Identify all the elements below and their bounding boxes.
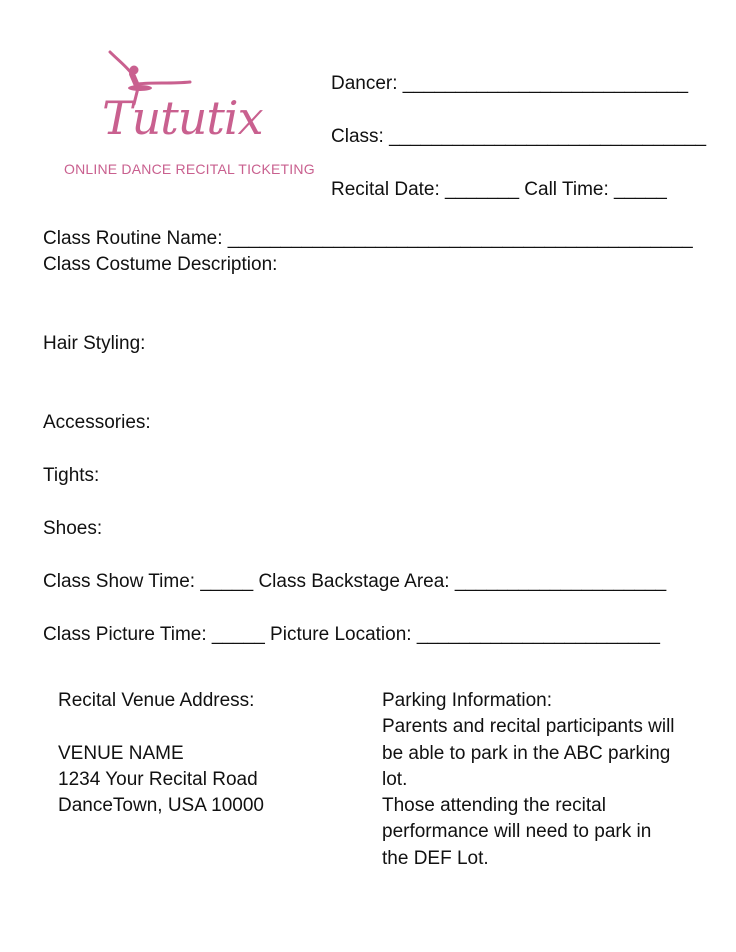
parking-line: the DEF Lot. [382, 847, 489, 869]
parking-info-block [382, 688, 675, 872]
venue-heading: Recital Venue Address: [58, 690, 255, 711]
costume-description-label: Class Costume Description: [43, 254, 278, 275]
hair-styling-label: Hair Styling: [43, 333, 146, 354]
picture-time-location-field[interactable]: Class Picture Time: _____ Picture Location: _______________________ [43, 624, 660, 645]
recital-date-call-time-field[interactable]: Recital Date: _______ Call Time: _____ [331, 179, 667, 200]
class-field[interactable]: Class: ______________________________ [331, 126, 707, 147]
parking-line: Those attending the recital [382, 795, 606, 817]
parking-line: lot. [382, 768, 408, 790]
brand-logo [60, 48, 320, 183]
routine-name-field[interactable]: Class Routine Name: ____________________________________________ [43, 228, 693, 249]
logo-wordmark: Tututix [102, 91, 263, 145]
tights-label: Tights: [43, 465, 100, 486]
parking-line: Parents and recital participants will [382, 716, 675, 738]
venue-address-block [58, 688, 264, 819]
parking-line: performance will need to park in [382, 821, 652, 843]
logo-tagline: ONLINE DANCE RECITAL TICKETING [64, 161, 315, 177]
venue-city: DanceTown, USA 10000 [58, 795, 264, 817]
show-time-backstage-field[interactable]: Class Show Time: _____ Class Backstage Area: ____________________ [43, 571, 667, 592]
parking-line: be able to park in the ABC parking [382, 742, 671, 764]
parking-heading: Parking Information: [382, 690, 553, 711]
shoes-label: Shoes: [43, 518, 103, 539]
accessories-label: Accessories: [43, 412, 151, 433]
dancer-field[interactable]: Dancer: ___________________________ [331, 73, 689, 94]
venue-street: 1234 Your Recital Road [58, 768, 258, 790]
venue-name: VENUE NAME [58, 742, 184, 764]
